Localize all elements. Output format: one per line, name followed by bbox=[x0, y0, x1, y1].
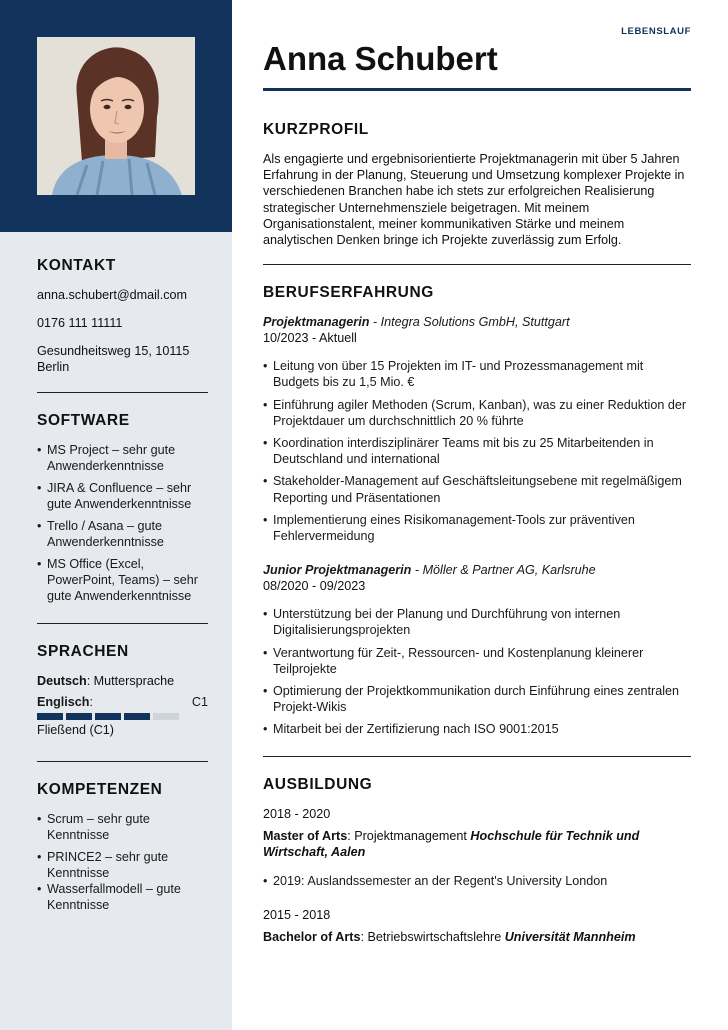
language-english bbox=[37, 695, 208, 720]
list-item: • MS Office (Excel, PowerPoint, Teams) – sehr gute Anwenderkenntnisse bbox=[37, 556, 208, 604]
level-segment bbox=[153, 713, 179, 720]
list-item: • Optimierung der Projektkommunikation durch Einführung eines zentralen Projekt-Wikis bbox=[263, 683, 691, 715]
contact-heading: KONTAKT bbox=[37, 257, 116, 274]
language-german bbox=[37, 673, 208, 689]
skills-heading: KOMPETENZEN bbox=[37, 781, 163, 798]
language-english-desc: Fließend (C1) bbox=[37, 723, 114, 737]
contact-phone[interactable]: 0176 111 11111 bbox=[37, 316, 123, 330]
job-dates: 08/2020 - 09/2023 bbox=[263, 579, 366, 593]
level-segment bbox=[66, 713, 92, 720]
job-entry bbox=[263, 562, 691, 744]
language-english-colon: : bbox=[89, 695, 93, 709]
name-underline bbox=[263, 88, 691, 91]
list-item: • Mitarbeit bei der Zertifizierung nach ISO 9001:2015 bbox=[263, 721, 691, 737]
level-segment bbox=[37, 713, 63, 720]
portrait-illustration bbox=[37, 37, 195, 195]
education-bullets bbox=[263, 873, 691, 889]
list-item: • JIRA & Confluence – sehr gute Anwenderkenntnisse bbox=[37, 480, 208, 512]
list-item: • Stakeholder-Management auf Geschäftsleitungsebene mit regelmäßigem Reporting und Präsentationen bbox=[263, 473, 691, 505]
school-name: Hochschule für Technik und Wirtschaft, Aalen bbox=[263, 829, 640, 860]
language-english-label: Englisch bbox=[37, 695, 90, 709]
list-item: • Implementierung eines Risikomanagement-Tools zur präventiven Fehlervermeidung bbox=[263, 512, 691, 544]
contact-email[interactable]: anna.schubert@dmail.com bbox=[37, 288, 187, 302]
education-degree bbox=[263, 828, 691, 860]
job-bullets bbox=[263, 358, 691, 544]
profile-photo bbox=[37, 37, 195, 195]
language-english-code: C1 bbox=[191, 695, 208, 709]
job-role: Projektmanagerin bbox=[263, 315, 370, 329]
education-heading: AUSBILDUNG bbox=[263, 776, 373, 793]
list-item: • Scrum – sehr gute Kenntnisse bbox=[37, 811, 197, 843]
education-entry bbox=[263, 806, 691, 895]
list-item: • 2019: Auslandssemester an der Regent's University London bbox=[263, 873, 691, 889]
education-entry bbox=[263, 907, 691, 945]
education-dates: 2015 - 2018 bbox=[263, 908, 331, 922]
job-role: Junior Projektmanagerin bbox=[263, 563, 412, 577]
software-heading: SOFTWARE bbox=[37, 412, 130, 429]
document-tag: LEBENSLAUF bbox=[621, 26, 691, 37]
experience-heading: BERUFSERFAHRUNG bbox=[263, 284, 434, 301]
profile-text: Als engagierte und ergebnisorientierte Projektmanagerin mit über 5 Jahren Erfahrung in der Planung, Steuerung und Umsetzung komplexer Projekte in verschiedenen Branchen habe ich stets zur erfolgreichen Realisierung strategischer Unternehmensziele beigetragen. Mit meinem Organisationstalent, meiner kommunikativen Stärke und meinem analytischen Denken bringe ich Projekte zuverlässig zum Erfolg. bbox=[263, 152, 685, 248]
person-name: Anna Schubert bbox=[263, 40, 498, 77]
list-item: • Unterstützung bei der Planung und Durchführung von internen Digitalisierungsprojekten bbox=[263, 606, 691, 638]
job-bullets bbox=[263, 606, 691, 737]
languages-heading: SPRACHEN bbox=[37, 643, 129, 660]
level-segment bbox=[95, 713, 121, 720]
degree-field: : Betriebswirtschaftslehre bbox=[360, 930, 505, 945]
language-german-label: Deutsch bbox=[37, 674, 87, 688]
education-dates: 2018 - 2020 bbox=[263, 807, 331, 821]
list-item: • Koordination interdisziplinärer Teams mit bis zu 25 Mitarbeitenden in Deutschland und international bbox=[263, 435, 691, 467]
section-divider bbox=[263, 756, 691, 757]
list-item: • Leitung von über 15 Projekten im IT- und Prozessmanagement mit Budgets bis zu 1,5 Mio. € bbox=[263, 358, 691, 390]
list-item: • Einführung agiler Methoden (Scrum, Kanban), was zu einer Reduktion der Projektdauer um durchschnittlich 20 % führte bbox=[263, 397, 691, 429]
list-item: • Verantwortung für Zeit-, Ressourcen- und Kostenplanung kleinerer Teilprojekte bbox=[263, 645, 691, 677]
profile-heading: KURZPROFIL bbox=[263, 121, 369, 138]
job-title bbox=[263, 562, 691, 578]
list-item: • MS Project – sehr gute Anwenderkenntnisse bbox=[37, 442, 208, 474]
job-title bbox=[263, 314, 691, 330]
job-company: - Integra Solutions GmbH, Stuttgart bbox=[369, 315, 570, 329]
education-degree bbox=[263, 929, 691, 945]
degree-name: Master of Arts bbox=[263, 829, 348, 844]
sidebar-divider bbox=[37, 623, 208, 624]
job-entry bbox=[263, 314, 691, 550]
skills-list bbox=[37, 811, 197, 919]
sidebar-divider bbox=[37, 761, 208, 762]
level-segment bbox=[124, 713, 150, 720]
job-company: - Möller & Partner AG, Karlsruhe bbox=[411, 563, 596, 577]
contact-address: Gesundheitsweg 15, 10115 Berlin bbox=[37, 344, 190, 374]
list-item: • PRINCE2 – sehr gute Kenntnisse bbox=[37, 849, 197, 881]
section-divider bbox=[263, 264, 691, 265]
school-name: Universität Mannheim bbox=[504, 930, 636, 945]
degree-field: : Projektmanagement bbox=[347, 829, 471, 844]
software-list bbox=[37, 442, 208, 610]
degree-name: Bachelor of Arts bbox=[263, 930, 361, 945]
language-level-bar bbox=[37, 713, 208, 720]
list-item: • Trello / Asana – gute Anwenderkenntnisse bbox=[37, 518, 208, 550]
list-item: • Wasserfallmodell – gute Kenntnisse bbox=[37, 881, 197, 913]
sidebar-divider bbox=[37, 392, 208, 393]
language-german-level: : Muttersprache bbox=[86, 674, 175, 688]
job-dates: 10/2023 - Aktuell bbox=[263, 331, 357, 345]
